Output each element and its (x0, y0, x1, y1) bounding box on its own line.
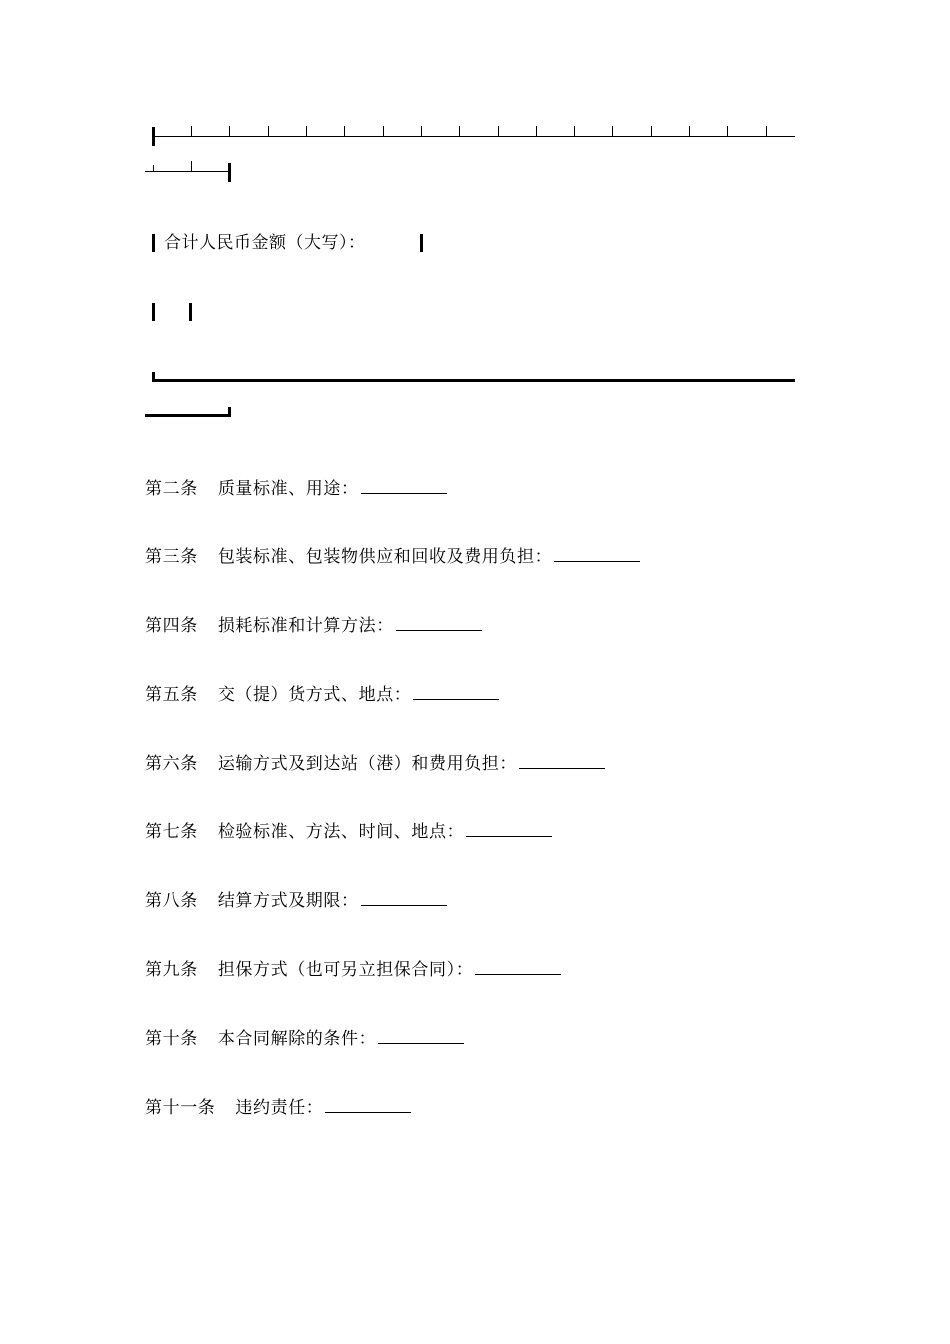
article-number: 第三条 (145, 547, 198, 567)
article-8 (145, 890, 447, 912)
table-right-border (420, 234, 423, 252)
article-text: 担保方式（也可另立担保合同）： (217, 960, 474, 980)
fill-in-blank[interactable] (361, 479, 447, 494)
article-number: 第二条 (145, 479, 198, 499)
fill-in-blank[interactable] (466, 822, 552, 837)
article-9 (145, 959, 561, 981)
article-text: 违约责任： (235, 1098, 324, 1118)
article-text: 交（提）货方式、地点： (217, 685, 412, 705)
article-3 (145, 546, 640, 568)
article-number: 第八条 (145, 891, 198, 911)
article-number: 第五条 (145, 685, 198, 705)
article-number: 第四条 (145, 616, 198, 636)
article-number: 第六条 (145, 754, 198, 774)
article-text: 检验标准、方法、时间、地点： (217, 822, 465, 842)
article-text: 本合同解除的条件： (217, 1029, 377, 1049)
fill-in-blank[interactable] (554, 547, 640, 562)
fill-in-blank[interactable] (378, 1029, 464, 1044)
article-4 (145, 615, 482, 637)
article-7 (145, 821, 552, 843)
table-empty-left-border (152, 303, 155, 321)
article-10 (145, 1028, 464, 1050)
fill-in-blank[interactable] (396, 616, 482, 631)
article-text: 质量标准、用途： (217, 479, 359, 499)
article-number: 第九条 (145, 960, 198, 980)
article-text: 运输方式及到达站（港）和费用负担： (217, 754, 518, 774)
article-text: 包装标准、包装物供应和回收及费用负担： (217, 547, 553, 567)
article-text: 损耗标准和计算方法： (217, 616, 394, 636)
fill-in-blank[interactable] (325, 1098, 411, 1113)
fill-in-blank[interactable] (475, 960, 561, 975)
fill-in-blank[interactable] (361, 891, 447, 906)
table-left-border (152, 234, 155, 252)
article-text: 结算方式及期限： (217, 891, 359, 911)
article-6 (145, 753, 605, 775)
article-number: 第十条 (145, 1029, 198, 1049)
fill-in-blank[interactable] (413, 685, 499, 700)
total-amount-label: 合计人民币金额（大写）： (164, 233, 366, 253)
article-number: 第七条 (145, 822, 198, 842)
article-5 (145, 684, 499, 706)
article-number: 第十一条 (145, 1098, 216, 1118)
table-empty-right-border (189, 303, 192, 321)
article-2 (145, 478, 447, 500)
fill-in-blank[interactable] (519, 754, 605, 769)
article-11 (145, 1097, 411, 1119)
